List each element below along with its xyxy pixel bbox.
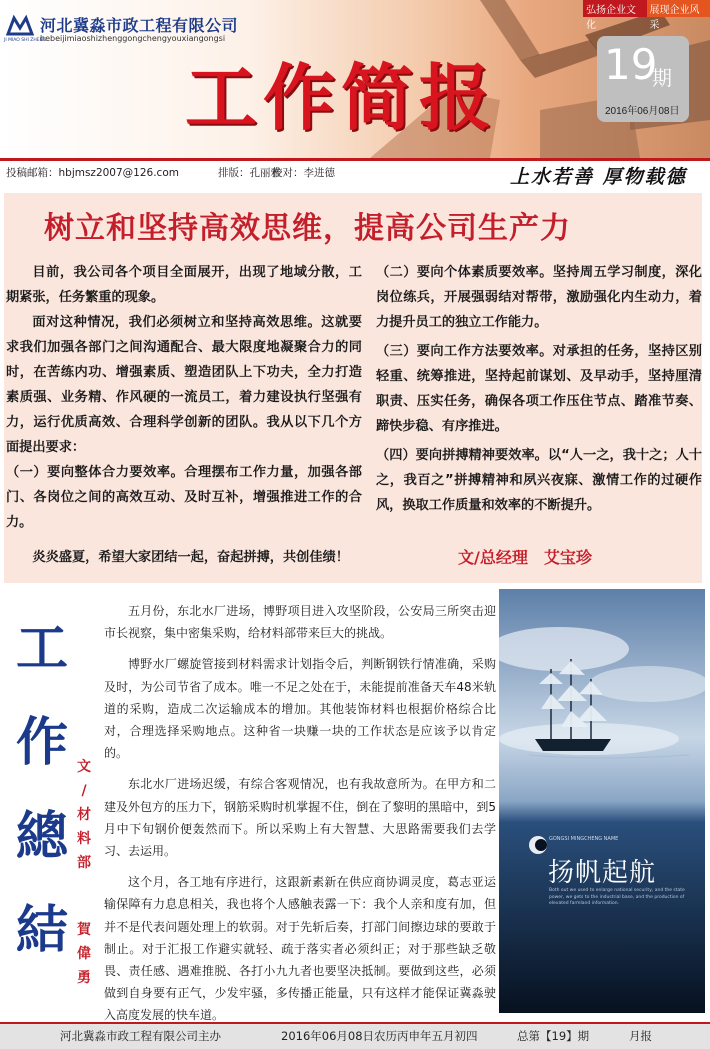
title-char: 作 <box>15 712 68 773</box>
footer-date: 2016年06月08日农历丙申年五月初四 <box>281 1029 478 1043</box>
paragraph: 东北水厂进场迟缓，有综合客观情况，也有我故意所为。在甲方和二建及外包方的压力下，钢筋采购时机掌握不住，倒在了黎明的黑暗中，到5月中下旬钢价便轰然而下。所以采购上有大智慧、大思路需要我们去学习、去运用。 <box>104 777 496 859</box>
slogan-left: 弘扬企业文化 <box>583 0 647 17</box>
paragraph: 博野水厂螺旋管接到材料需求计划指令后，判断钢铁行情准确，采购及时，为公司节省了成本。唯一不足之处在于，未能提前准备天车48米轨道的采购，造成二次运输成本的增加。其他装饰材料也根据价格综合比对，合理选择采购地点。这种省一块赚一块的工作状态是应该予以肯定的。 <box>104 657 496 761</box>
paragraph: （一）要向整体合力要效率。合理摆布工作力量，加强各部门、各岗位之间的高效互动、及时互补，增强推进工作的合力。 <box>6 465 362 530</box>
newsletter-title: 工作简报 <box>185 55 498 140</box>
title-char: 總 <box>15 806 68 867</box>
footer-type: 月报 <box>629 1029 652 1043</box>
lead-article-title: 树立和坚持高效思维，提高公司生产力 <box>44 211 571 246</box>
company-pinyin: hebeijimiaoshizhenggongchengyouxiangongsi <box>40 34 226 43</box>
work-summary-vertical-title <box>10 602 74 978</box>
paragraph: 面对这种情况，我们必须树立和坚持高效思维。这就要求我们加强各部门之间沟通配合、最大限度地凝聚合力的同时，在苦练内功、增强素质、塑造团队上下功夫，全力打造素质强、业务精、作风硬的一流员工，着力建设执行坚强有力，运行优质高效、合理科学创新的团队。我从以下几个方面提出要求： <box>6 315 362 455</box>
logo-subtext: JI MIAO SHI ZHENG <box>4 38 47 43</box>
lead-article-right-column <box>376 260 702 518</box>
paragraph: 炎炎盛夏，希望大家团结一起，奋起拼搏，共创佳绩！ <box>32 550 349 565</box>
company-logo-icon <box>6 14 34 36</box>
footer-bar <box>0 1024 710 1049</box>
footer-total-issue: 总第【19】期 <box>517 1029 590 1043</box>
slogan-right: 展现企业风采 <box>647 0 710 17</box>
photo-small-text: Both out we used to enlarge national security, and the state power, we gets to the industrial base, and the production of elevated farmland information. <box>549 888 685 906</box>
submission-email: 投稿邮箱：hbjmsz2007@126.com <box>6 167 179 179</box>
slogan-banner <box>583 0 710 31</box>
proofreader: 校对：李进德 <box>272 167 335 179</box>
paragraph: （四）要向拼搏精神要效率。以“人一之，我十之；人十之，我百之”拼搏精神和夙兴夜寐、激情工作的过硬作风，换取工作质量和效率的不断提升。 <box>376 448 702 513</box>
paragraph: 这个月，各工地有序进行，这跟新素新在供应商协调灵度，葛志亚运输保障有力息息相关，我也将个人感触表露一下：我个人亲和度有加，但并不是代表问题处理上的软弱。对于先斩后奏，打部门间擦边球的要敢于制止。对于汇报工作避实就轻、疏于落实者必须纠正；对于那些缺乏敬畏、责任感、遇难推脱、各打小九九者也要坚决抵制。要做到这些，必须做到自身要有正气，少发牢骚，多传播正能量，只有这样才能保证冀淼驶入高度发展的快车道。 <box>104 875 496 1023</box>
issue-date: 2016年06月08日 <box>605 106 680 117</box>
paragraph: 五月份，东北水厂进场，博野项目进入攻坚阶段，公安局三所突击迎市长视察，集中密集采购，给材料部带来巨大的挑战。 <box>104 604 496 641</box>
paragraph: 目前，我公司各个项目全面展开，出现了地域分散，工期紧张，任务繁重的现象。 <box>6 265 362 305</box>
paragraph: （二）要向个体素质要效率。坚持周五学习制度，深化岗位练兵，开展强弱结对帮带，激励强化内生动力，着力提升员工的独立工作能力。 <box>376 265 702 330</box>
issue-unit: 期 <box>652 66 672 90</box>
paragraph: （三）要向工作方法要效率。对承担的任务，坚持区别轻重、统筹推进，坚持起前谋划、及早动手，坚持厘清职责、压实任务，确保各项工作压住节点、踏准节奏、蹄快步稳、有序推进。 <box>376 344 702 434</box>
lead-article-signature: 文/总经理 艾宝珍 <box>458 548 592 567</box>
sailing-ship-photo <box>499 589 705 1013</box>
lead-article-left-column <box>6 260 362 570</box>
photo-title: 扬帆起航 <box>548 858 657 888</box>
layout-editor: 排版：孔丽雅 <box>218 167 281 179</box>
photo-english-heading: GONGSI MINGCHENG NAME <box>549 836 619 842</box>
sailing-ship-illustration <box>499 589 705 1013</box>
company-name: 河北冀淼市政工程有限公司 <box>40 16 239 35</box>
author-name: 賀 偉 勇 <box>77 922 91 986</box>
footer-organizer: 河北冀淼市政工程有限公司主办 <box>60 1029 221 1043</box>
title-char: 結 <box>15 900 68 961</box>
work-summary-article <box>104 600 496 1027</box>
issue-number: 19 <box>604 40 658 89</box>
author-department: 文 / 材 料 部 <box>77 759 91 871</box>
title-char: 工 <box>15 618 68 679</box>
company-motto: 上水若善 厚物载德 <box>510 166 687 188</box>
